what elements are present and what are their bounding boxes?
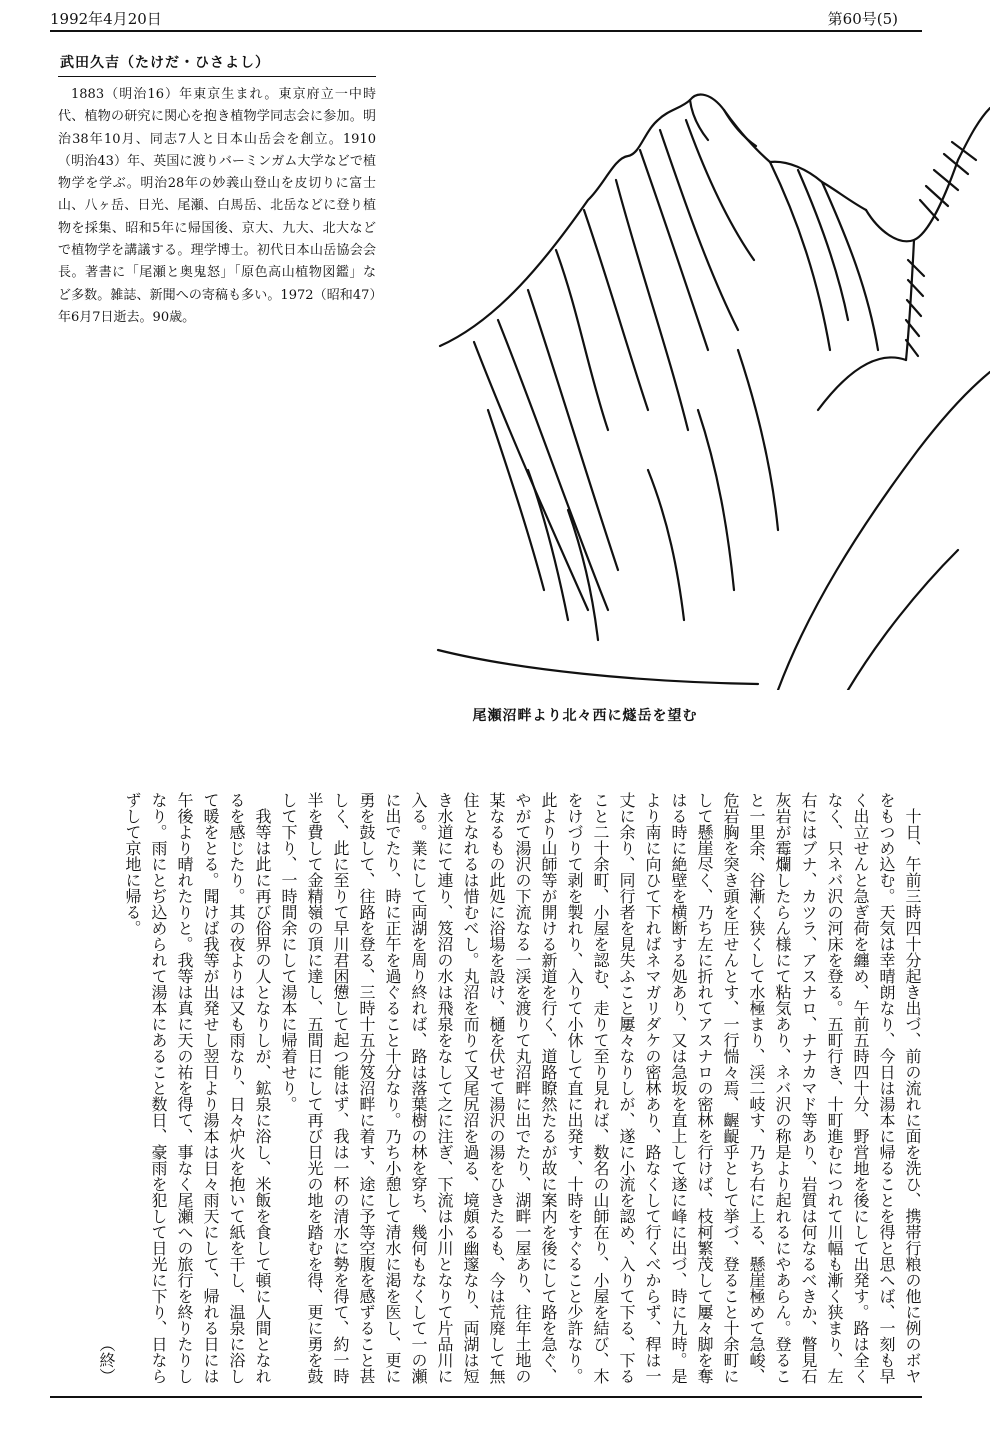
article-end-mark: （終） xyxy=(97,1336,116,1384)
article-paragraph: 我等は此に再び俗界の人となりしが、鉱泉に浴し、米飯を食して頓に人間となれるを感じたり。其の夜よりは又も雨なり、日々炉火を抱いて紙を干し、温泉に浴して暖をとる。聞けば我等が出発せし翌日より湯本は日々雨天にして、帰れる日には午後より晴れたりと。我等は真に天の祐を得て、事なく尾瀬への旅行を終りたりしなり。雨にとぢ込められて湯本にあること数日、豪雨を犯して日光に下り、日ならずして京地に帰る。 xyxy=(123,792,272,1384)
bottom-rule xyxy=(50,1396,922,1398)
bio-rule xyxy=(58,76,376,77)
bio-title: 武田久吉（たけだ・ひさよし） xyxy=(60,55,270,71)
issue-date: 1992年4月20日 xyxy=(50,10,162,28)
illustration-caption: 尾瀬沼畔より北々西に燧岳を望む xyxy=(472,708,698,724)
article-body xyxy=(55,792,925,1384)
issue-number: 第60号(5) xyxy=(827,10,898,28)
top-rule xyxy=(50,30,922,32)
bio-text: 1883（明治16）年東京生まれ。東京府立一中時代、植物の研究に関心を抱き植物学同志会に参加。明治38年10月、同志7人と日本山岳会を創立。1910（明治43）年、英国に渡りバーミンガム大学などで植物学を学ぶ。明治28年の妙義山登山を皮切りに富士山、八ヶ岳、日光、尾瀬、白馬岳、北岳などに登り植物を採集、昭和5年に帰国後、京大、九大、北大などで植物学を講議する。理学博士。初代日本山岳協会会長。著書に「尾瀬と奥鬼怒」「原色高山植物図鑑」など多数。雑誌、新聞への寄稿も多い。1972（昭和47）年6月7日逝去。90歳。 xyxy=(58,87,376,325)
mountain-illustration xyxy=(378,50,990,690)
article-paragraph: 十日、午前三時四十分起き出づ、前の流れに面を洗ひ、携帯行粮の他に例のボヤをもつめ込む。天気は幸晴朗なり、今日は湯本に帰ることを得と思へば、一刻も早く出立せんと急ぎ荷を纏め、午前五時四十分、野営地を後にして出発す。路は全くなく、只ネバ沢の河床を登る。五町行き、十町進むにつれて川幅も漸く狭まり、左右にはブナ、カツラ、アスナロ、ナナカマド等あり、岩質は何なるべきか、瞥見石灰岩が霉爛したらん様にて粘気あり、ネバ沢の称是より起れるにやあらん。登ること一里余、谷漸く狭くして水極まり、渓二岐す、乃ち右に上る、懸崖極めて急峻、危岩胸を突き頭を圧せんとす、一行惴々焉、齷齪乎として挙づ、登ること十余町にして懸崖尽く、乃ち左に折れてアスナロの密林を行けば、枝柯繁茂して屢々脚を奪はる時に絶壁を横断する処あり、又は急坂を直上して遂に峰に出づ、時に九時。是より南に向ひて下ればネマガリダケの密林あり、路なくして行くべからず、稈は一丈に余り、同行者を見失ふこと屢々なりしが、遂に小流を認め、入りて下る、下ること二十余町、小屋を認む、走りて至り見れば、数名の山師在り、小屋を結び、木をけづりて剥を製れり、入りて小休して直に出発す、十時をすぐること少許なり。此より山師等が開ける新道を行く、道路瞭然たるが故に案内を後にして路を急ぐ、やがて湯沢の下流なる一渓を渡りて丸沼畔に出でたり、湖畔一屋あり、往年土地の某なるもの此処に浴場を設け、樋を伏せて湯沢の湯をひきたるも、今は荒廃して無住となれるは惜むべし。丸沼を而りて又尾尻沼を過る、境頗る幽邃なり、両湖は短き水道にて連り、笈沼の水は飛泉をなして之に注ぎ、下流は小川となりて片品川に入る。業にして両湖を周り終れば、路は落葉樹の林を穿ち、幾何もなくして一の瀬に出でたり、時に正午を過ぐること十分なり。乃ち小憩して清水に渇を医し、更に勇を鼓して、往路を登る、三時十五分笈沼畔に着す、途に予等空腹を感ずること甚しく、此に至りて早川君困憊して起つ能はず、我は一杯の清水に勢を得て、約一時半を費して金精嶺の頂に達し、五間日にして再び日光の地を踏むを得、更に勇を鼓して下り、一時間余にして湯本に帰着せり。 xyxy=(279,792,922,1384)
